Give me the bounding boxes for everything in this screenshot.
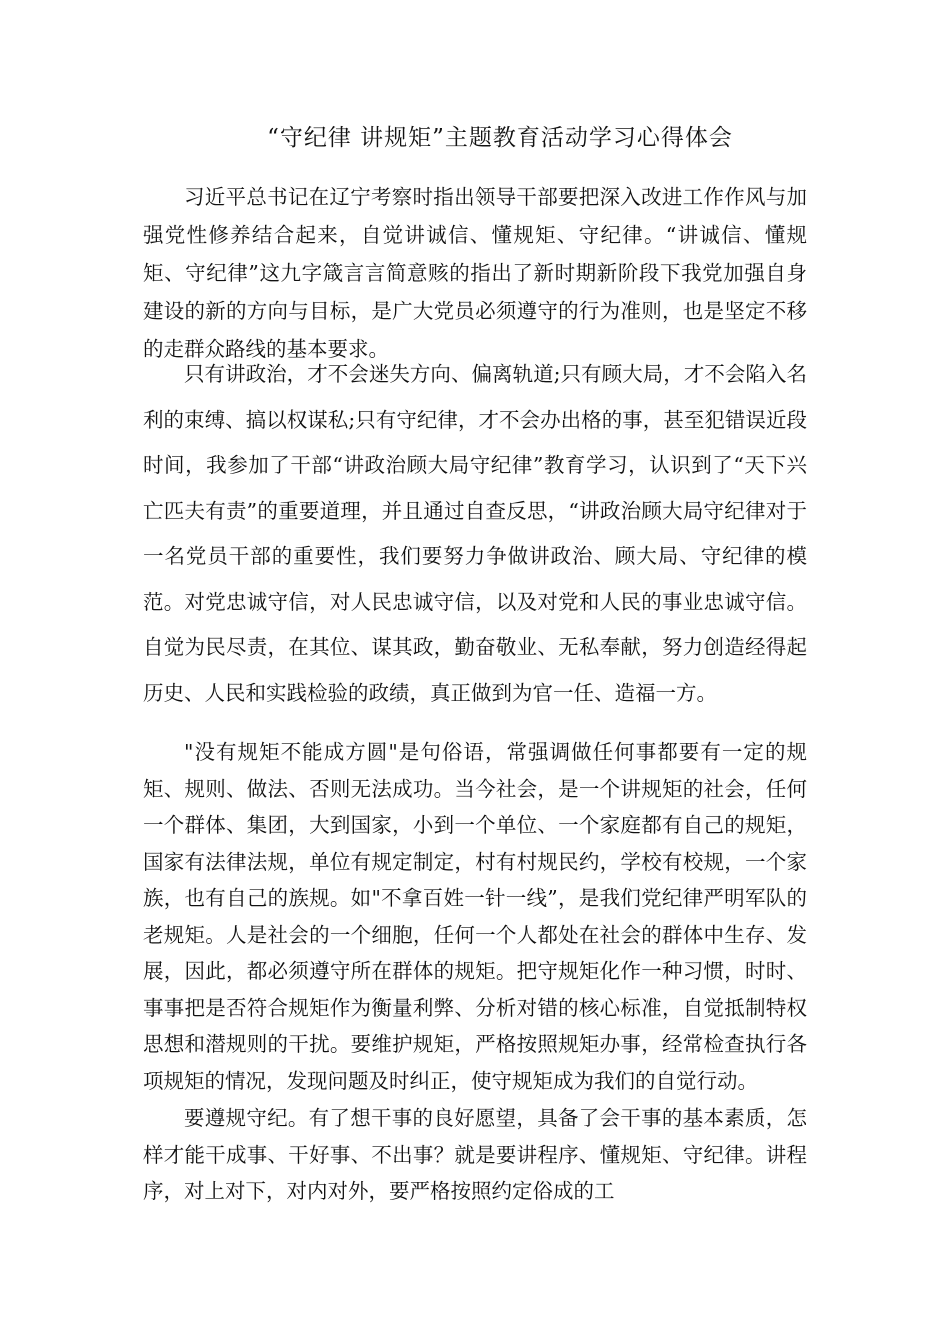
paragraph-1: 习近平总书记在辽宁考察时指出领导干部要把深入改进工作作风与加强党性修养结合起来，自觉讲诚信、懂规矩、守纪律。“讲诚信、懂规矩、守纪律”这九字箴言言简意赅的指出了新时期新阶段下我党加强自身建设的新的方向与目标，是广大党员必须遵守的行为准则，也是坚定不移的走群众路线的基本要求。 [143,185,807,361]
paragraph-4: 要遵规守纪。有了想干事的良好愿望，具备了会干事的基本素质，怎样才能干成事、干好事、不出事？就是要讲程序、懂规矩、守纪律。讲程序，对上对下，对内对外，要严格按照约定俗成的工 [143,1106,807,1203]
paragraph-2: 只有讲政治，才不会迷失方向、偏离轨道;只有顾大局，才不会陷入名利的束缚、搞以权谋私;只有守纪律，才不会办出格的事，甚至犯错误近段时间，我参加了干部“讲政治顾大局守纪律”教育学习，认识到了“天下兴亡匹夫有责”的重要道理，并且通过自查反思，“讲政治顾大局守纪律对于一名党员干部的重要性，我们要努力争做讲政治、顾大局、守纪律的模范。对党忠诚守信，对人民忠诚守信，以及对党和人民的事业忠诚守信。自觉为民尽责，在其位、谋其政，勤奋敬业、无私奉献，努力创造经得起历史、人民和实践检验的政绩，真正做到为官一任、造福一方。 [143,362,807,705]
document-title: “守纪律 讲规矩”主题教育活动学习心得体会 [267,125,733,151]
paragraph-3: "没有规矩不能成方圆"是句俗语，常强调做任何事都要有一定的规矩、规则、做法、否则无法成功。当今社会，是一个讲规矩的社会，任何一个群体、集团，大到国家，小到一个单位、一个家庭都有自己的规矩，国家有法律法规，单位有规定制定，村有村规民约，学校有校规，一个家族，也有自己的族规。如"不拿百姓一针一线”，是我们党纪律严明军队的老规矩。人是社会的一个细胞，任何一个人都处在社会的群体中生存、发展，因此，都必须遵守所在群体的规矩。把守规矩化作一种习惯，时时、事事把是否符合规矩作为衡量利弊、分析对错的核心标准，自觉抵制特权思想和潜规则的干扰。要维护规矩，严格按照规矩办事，经常检查执行各项规矩的情况，发现问题及时纠正，使守规矩成为我们的自觉行动。 [143,740,807,1093]
